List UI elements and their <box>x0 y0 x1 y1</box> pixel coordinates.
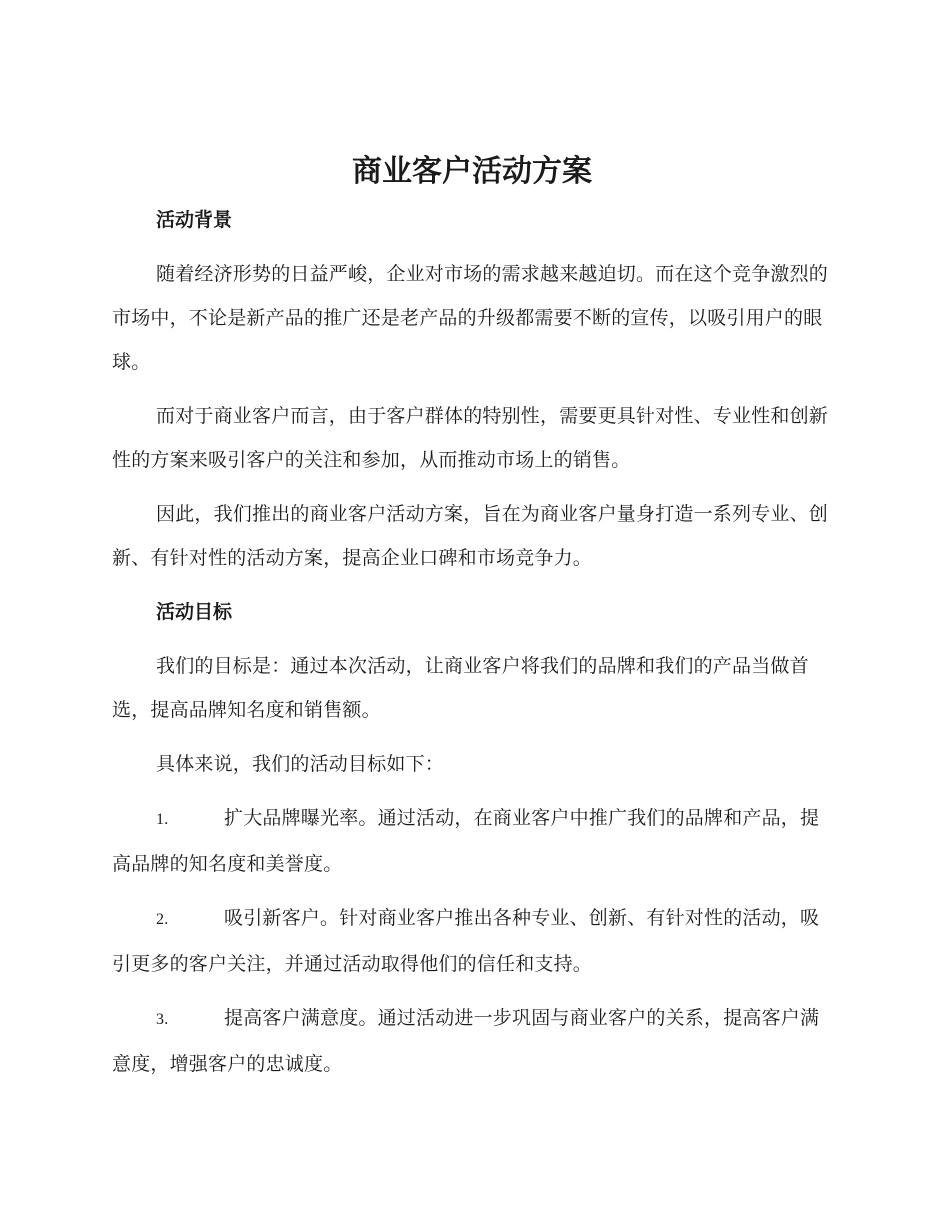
section-heading-background: 活动背景 <box>156 209 233 231</box>
paragraph: 而对于商业客户而言，由于客户群体的特别性，需要更具针对性、专业性和创新性的方案来吸引客户的关注和参加，从而推动市场上的销售。 <box>112 405 829 471</box>
paragraph: 随着经济形势的日益严峻，企业对市场的需求越来越迫切。而在这个竞争激烈的市场中，不论是新产品的推广还是老产品的升级都需要不断的宣传，以吸引用户的眼球。 <box>112 263 829 373</box>
paragraph: 因此，我们推出的商业客户活动方案，旨在为商业客户量身打造一系列专业、创新、有针对性的活动方案，提高企业口碑和市场竞争力。 <box>112 503 829 569</box>
document-page <box>112 150 832 1096</box>
list-item <box>112 996 832 1086</box>
list-item-number: 2. <box>156 911 169 928</box>
paragraph: 我们的目标是：通过本次活动，让商业客户将我们的品牌和我们的产品当做首选，提高品牌知名度和销售额。 <box>112 655 809 721</box>
list-item-number: 1. <box>156 811 169 828</box>
list-item-text: 扩大品牌曝光率。通过活动，在商业客户中推广我们的品牌和产品，提高品牌的知名度和美誉度。 <box>112 807 820 875</box>
paragraph: 具体来说，我们的活动目标如下： <box>156 753 445 775</box>
list-item <box>112 896 832 986</box>
list-item <box>112 796 832 886</box>
list-item-number: 3. <box>156 1011 169 1028</box>
list-item-text: 提高客户满意度。通过活动进一步巩固与商业客户的关系，提高客户满意度，增强客户的忠诚度。 <box>112 1007 820 1075</box>
list-item-text: 吸引新客户。针对商业客户推出各种专业、创新、有针对性的活动，吸引更多的客户关注，并通过活动取得他们的信任和支持。 <box>112 907 820 975</box>
section-heading-goals: 活动目标 <box>156 601 233 623</box>
document-title: 商业客户活动方案 <box>352 154 592 189</box>
